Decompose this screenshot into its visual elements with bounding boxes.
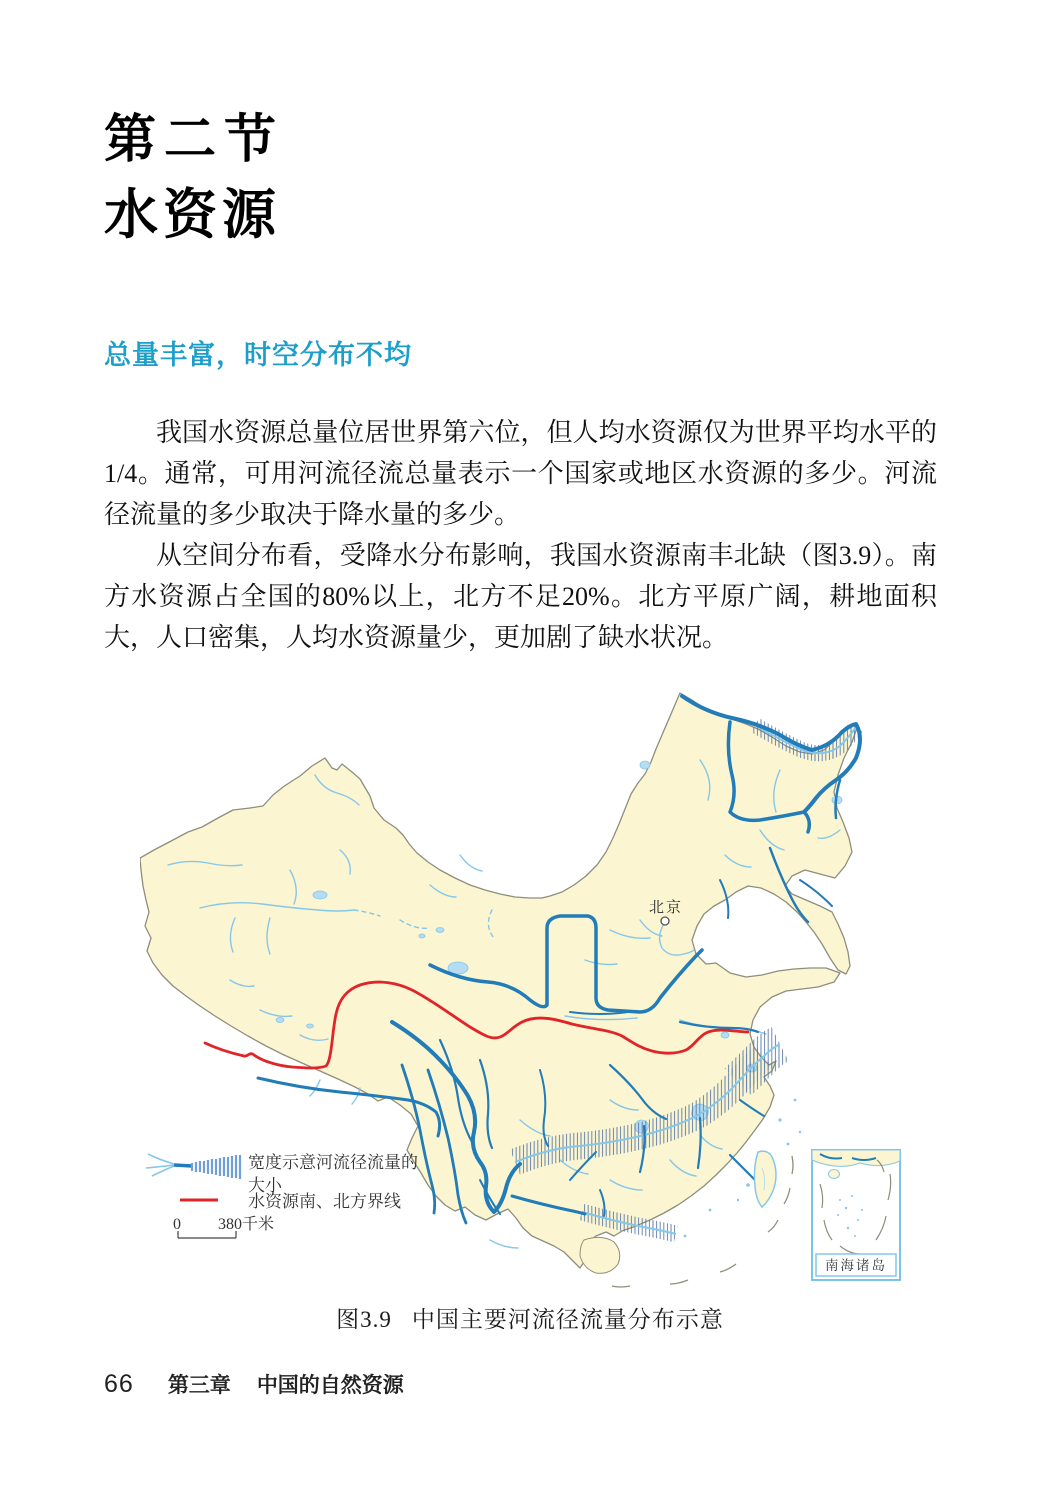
beijing-label: 北京 (648, 900, 684, 916)
china-runoff-map (140, 680, 960, 1300)
inset-hainan (829, 1170, 840, 1179)
page-number: 66 (104, 1370, 134, 1398)
footer-book-title: 中国的自然资源 (256, 1374, 404, 1397)
inset-label: 南海诸岛 (825, 1258, 887, 1273)
figure-number: 图3.9 (336, 1307, 392, 1332)
scale-zero: 0 (173, 1216, 181, 1233)
figure-title: 中国主要河流径流量分布示意 (411, 1307, 724, 1332)
page-footer (104, 1369, 404, 1399)
paragraph-1: 我国水资源总量位居世界第六位，但人均水资源仅为世界平均水平的1/4。通常，可用河流径流总量表示一个国家或地区水资源的多少。河流径流量的多少取决于降水量的多少。 (104, 418, 937, 529)
legend-river-text-1: 宽度示意河流径流量的 (248, 1153, 418, 1172)
legend-river-text-2: 大小 (248, 1176, 282, 1195)
taiwan-island (754, 1151, 776, 1207)
page-title: 水资源 (104, 185, 281, 245)
scale-bar (173, 1215, 274, 1238)
figure-caption (0, 1301, 1060, 1334)
section-label: 第二节 (104, 112, 285, 169)
beijing-city-icon (661, 917, 669, 925)
legend-boundary-text: 水资源南、北方界线 (248, 1192, 401, 1211)
map-legend (146, 1153, 418, 1238)
paragraph-2: 从空间分布看，受降水分布影响，我国水资源南丰北缺（图3.9）。南方水资源占全国的80%以上，北方不足20%。北方平原广阔，耕地面积大，人口密集，人均水资源量少，更加剧了缺水状况。 (104, 541, 937, 652)
footer-chapter: 第三章 (167, 1374, 231, 1397)
hainan-island (580, 1237, 620, 1273)
body-text (104, 412, 937, 658)
map-svg (140, 680, 960, 1300)
south-china-sea-inset (812, 1150, 900, 1280)
scale-value: 380千米 (218, 1216, 275, 1233)
legend-river-symbol (146, 1154, 240, 1179)
sub-heading: 总量丰富，时空分布不均 (104, 340, 412, 370)
